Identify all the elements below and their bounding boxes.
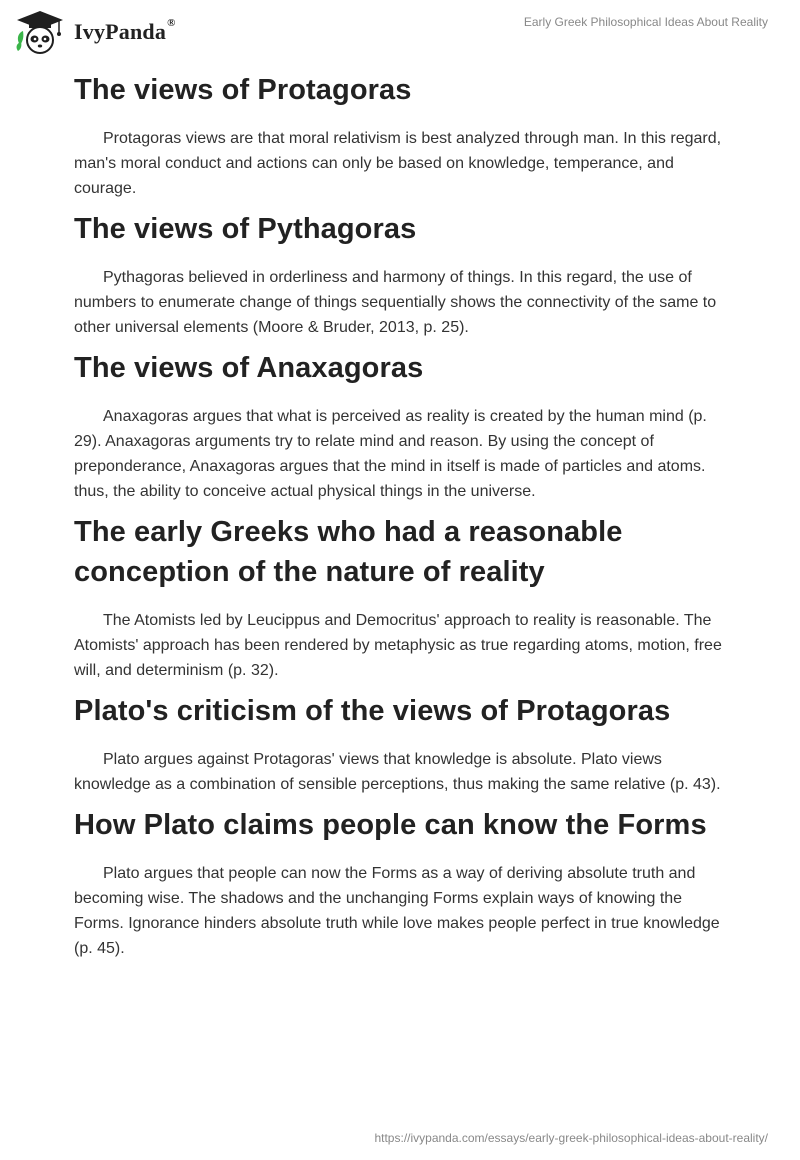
page-header [0,0,800,64]
panda-graduate-logo-icon [14,9,66,55]
section-heading: The early Greeks who had a reasonable conception of the nature of reality [74,516,623,588]
essay-content [74,70,734,969]
source-url-link[interactable]: https://ivypanda.com/essays/early-greek-philosophical-ideas-about-reality/ [374,1131,768,1145]
section-reasonable-conception [74,512,734,683]
section-paragraph: The Atomists led by Leucippus and Democritus' approach to reality is reasonable. The Atomists' approach has been rendered by metaphysic as true regarding atoms, motion, free will, and determinism (p. 32). [74,612,722,679]
section-heading: The views of Anaxagoras [74,352,424,384]
section-paragraph: Anaxagoras argues that what is perceived as reality is created by the human mind (p. 29). Anaxagoras arguments try to relate mind and reason. By using the concept of preponderance, Anaxagoras argues that the mind in itself is made of particles and atoms. thus, the ability to conceive actual physical things in the universe. [74,408,707,500]
section-pythagoras [74,209,734,340]
section-paragraph: Protagoras views are that moral relativism is best analyzed through man. In this regard, man's moral conduct and actions can only be based on knowledge, temperance, and courage. [74,130,722,197]
registered-mark: ® [167,17,176,29]
document-title: Early Greek Philosophical Ideas About Reality [523,15,768,29]
section-heading: Plato's criticism of the views of Protagoras [74,695,671,727]
brand-name: IvyPanda® [74,17,176,44]
brand-logo[interactable] [14,8,176,56]
section-anaxagoras [74,348,734,504]
section-plato-forms [74,805,734,961]
section-protagoras [74,70,734,201]
section-paragraph: Pythagoras believed in orderliness and harmony of things. In this regard, the use of numbers to enumerate change of things sequentially shows the connectivity of the same to other universal elements (Moore & Bruder, 2013, p. 25). [74,269,717,336]
section-paragraph: Plato argues against Protagoras' views that knowledge is absolute. Plato views knowledge as a combination of sensible perceptions, thus making the same relative (p. 43). [74,751,721,793]
section-heading: The views of Pythagoras [74,213,417,245]
section-plato-criticism [74,691,734,797]
section-heading: The views of Protagoras [74,74,412,106]
section-paragraph: Plato argues that people can now the Forms as a way of deriving absolute truth and becoming wise. The shadows and the unchanging Forms explain ways of knowing the Forms. Ignorance hinders absolute truth while love makes people perfect in true knowledge (p. 45). [74,865,720,957]
section-heading: How Plato claims people can know the Forms [74,809,707,841]
